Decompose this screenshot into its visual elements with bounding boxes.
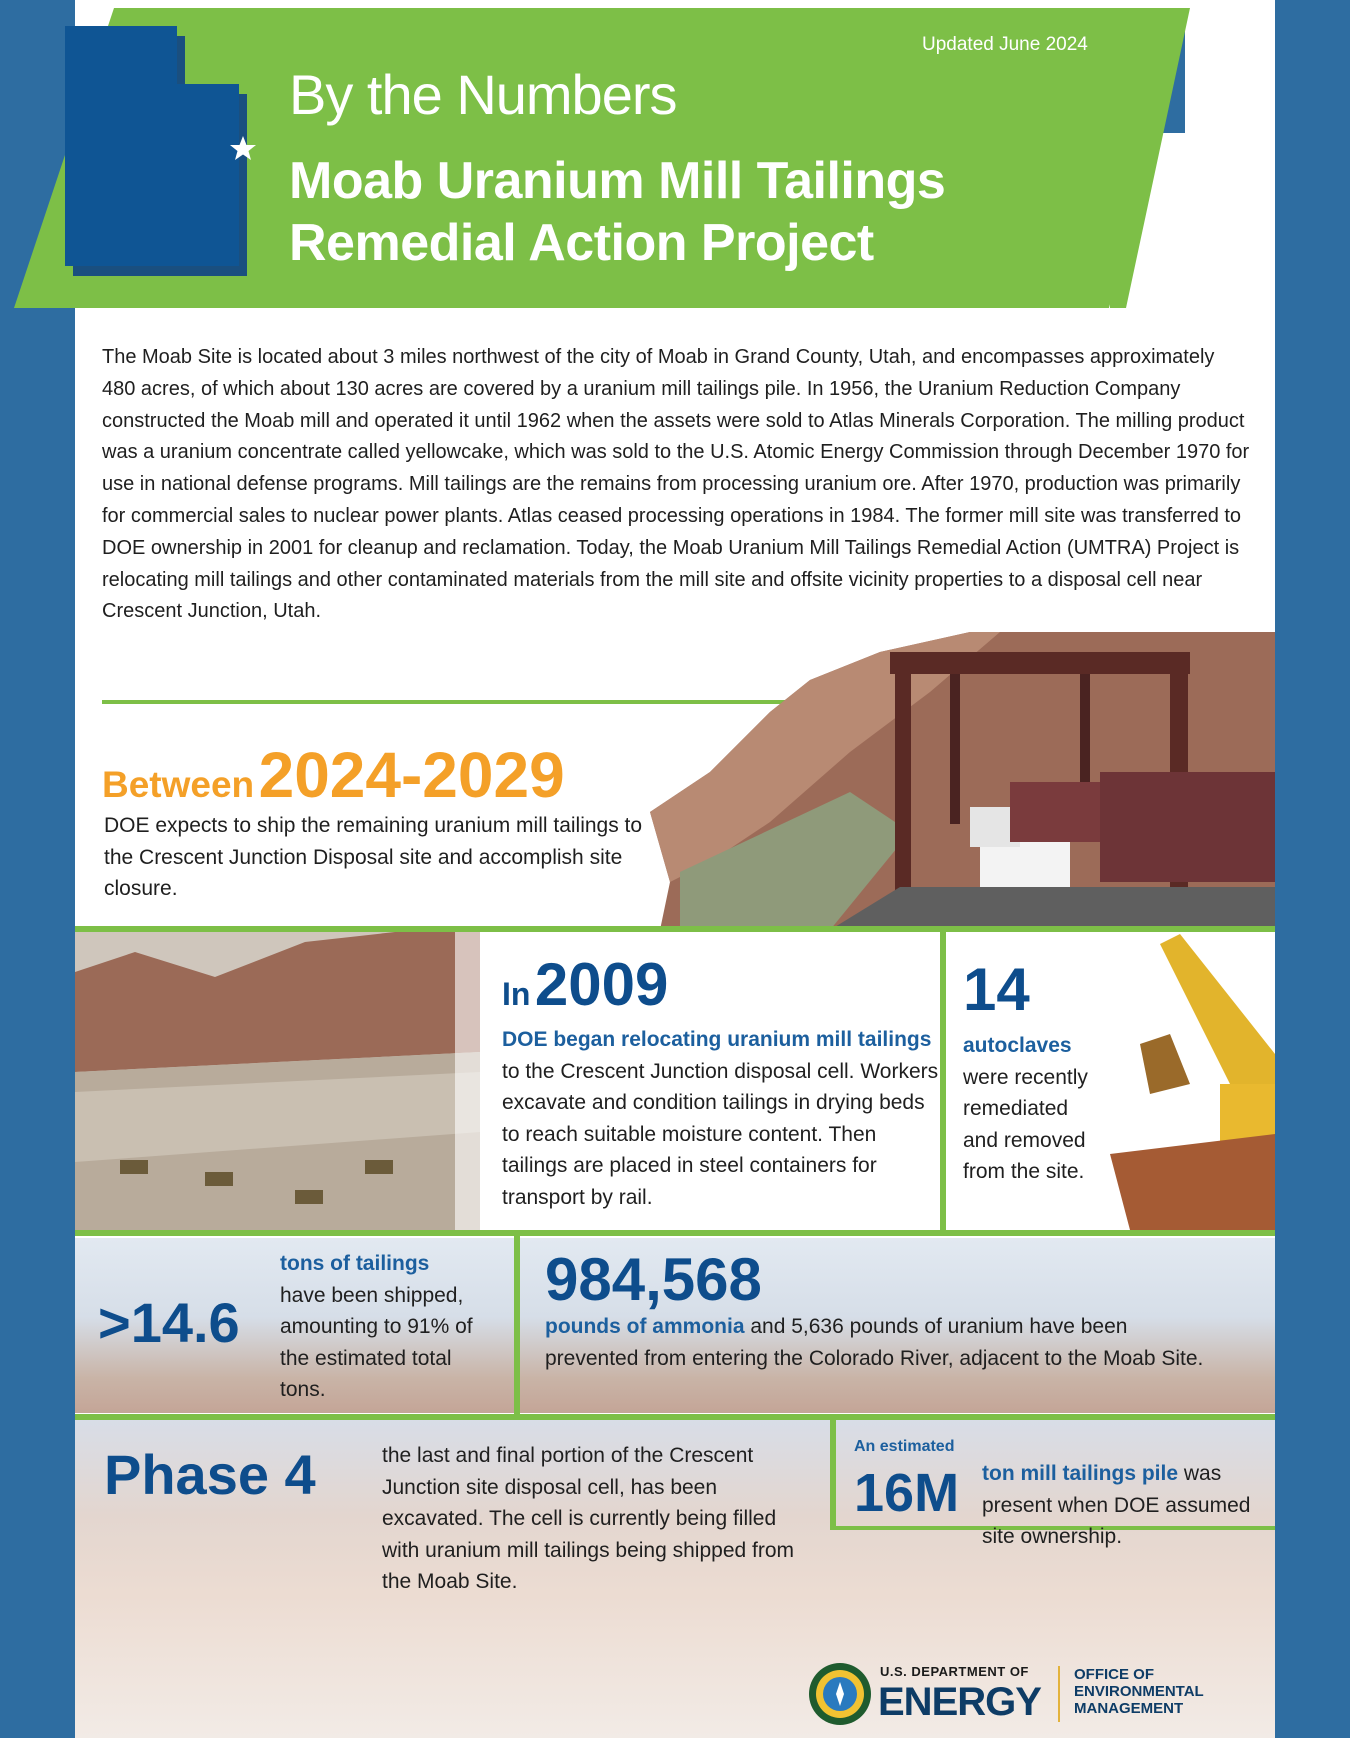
em-office-1: OFFICE OF (1074, 1666, 1154, 1683)
title-line-b: Remedial Action Project (289, 214, 874, 272)
pile-text (982, 1458, 1252, 1553)
ammonia-body: and 5,636 pounds of uranium have been prevented from entering the Colorado River, adjacent to the Moab Site. (545, 1315, 1204, 1370)
em-office-2: ENVIRONMENTAL (1074, 1683, 1204, 1700)
ammonia-highlight: pounds of ammonia (545, 1315, 745, 1338)
tons-text (280, 1248, 490, 1406)
updated-date: Updated June 2024 (922, 34, 1088, 55)
divider-line-4 (75, 1414, 1275, 1420)
intro-paragraph: The Moab Site is located about 3 miles northwest of the city of Moab in Grand County, Utah, and encompasses approximately 480 acres, of which about 130 acres are covered by a uranium mill tailings pile. In 1956, the Uranium Reduction Company constructed the Moab mill and operated it until 1962 when the assets were sold to Atlas Minerals Corporation. The milling product was a uranium concentrate called yellowcake, which was sold to the U.S. Atomic Energy Commission through December 1970 for use in national defense programs. Mill tailings are the remains from processing uranium ore. After 1970, production was primarily for commercial sales to nuclear power plants. Atlas ceased processing operations in 1984. The former mill site was transferred to DOE ownership in 2001 for cleanup and reclamation. Today, the Moab Uranium Mill Tailings Remedial Action (UMTRA) Project is relocating mill tailings and other contaminated materials from the mill site and offsite vicinity properties to a disposal cell near Crescent Junction, Utah. (102, 346, 1250, 623)
between-years: 2024-2029 (258, 739, 565, 811)
autoclaves-body: were recently remediated and removed from the site. (963, 1065, 1088, 1183)
doe-energy: ENERGY (878, 1680, 1041, 1724)
autoclaves-highlight: autoclaves (963, 1034, 1072, 1057)
autoclaves-text (963, 1030, 1103, 1188)
tons-body: have been shipped, amounting to 91% of the estimated total tons. (280, 1283, 473, 1401)
year-2009: 2009 (534, 951, 669, 1018)
pile-highlight: ton mill tailings pile (982, 1462, 1179, 1485)
in2009-highlight: DOE began relocating uranium mill tailings (502, 1028, 932, 1051)
divider-line-3 (75, 1230, 1275, 1236)
tons-number: >14.6 (98, 1291, 240, 1354)
vertical-divider-2 (514, 1236, 520, 1414)
title-line-a: Moab Uranium Mill Tailings (289, 152, 946, 210)
pile-body: was present when DOE assumed site ownership. (982, 1462, 1251, 1548)
logo-divider (1058, 1666, 1060, 1722)
pile-prefix: An estimated (854, 1438, 955, 1455)
title-project (289, 150, 945, 274)
em-office (1074, 1666, 1204, 1717)
in2009-heading (502, 950, 668, 1019)
between-heading (102, 738, 565, 812)
in2009-text (502, 1024, 942, 1213)
vertical-divider-3 (830, 1420, 836, 1530)
ammonia-number: 984,568 (545, 1246, 762, 1313)
train-photo (650, 632, 1275, 930)
between-word: Between (102, 764, 255, 805)
title-by-the-numbers: By the Numbers (289, 63, 677, 126)
utah-state-icon (65, 26, 280, 281)
phase-label: Phase 4 (104, 1443, 316, 1506)
ammonia-text (545, 1311, 1205, 1374)
banner-white (1149, 133, 1275, 313)
in2009-body: to the Crescent Junction disposal cell. Workers excavate and condition tailings in drying beds to reach suitable moisture content. Then tailings are placed in steel containers for transport by rail. (502, 1059, 939, 1209)
autoclaves-number: 14 (963, 956, 1030, 1023)
in-word: In (502, 976, 531, 1012)
tons-highlight: tons of tailings (280, 1252, 430, 1275)
doe-seal-icon (808, 1662, 872, 1726)
excavation-photo (75, 932, 480, 1230)
em-office-3: MANAGEMENT (1074, 1700, 1184, 1717)
between-text: DOE expects to ship the remaining uranium mill tailings to the Crescent Junction Disposal site and accomplish site closure. (104, 814, 643, 900)
phase-text: the last and final portion of the Crescent Junction site disposal cell, has been excavated. The cell is currently being filled with uranium mill tailings being shipped from the Moab Site. (382, 1444, 795, 1593)
doe-dept-small: U.S. DEPARTMENT OF (880, 1664, 1029, 1679)
pile-number: 16M (854, 1463, 960, 1523)
excavator-photo (1110, 934, 1275, 1230)
